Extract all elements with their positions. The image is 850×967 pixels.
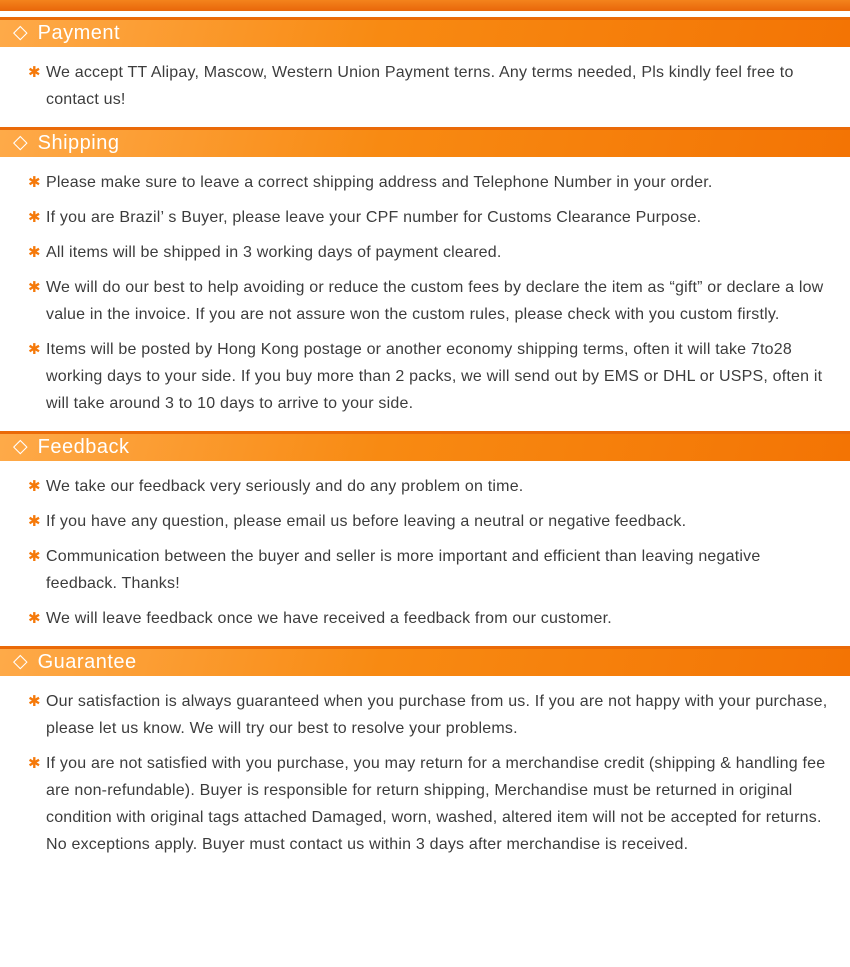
list-item-text: If you are not satisfied with you purchase, you may return for a merchandise credit (shipping & handling fee are non-refundable). Buyer is responsible for return shipping, Merchandise must be returned in original condition with original tags attached Damaged, worn, washed, altered item will not be accepted for returns. No exceptions apply. Buyer must contact us within 3 days after merchandise is received. xyxy=(46,755,826,853)
asterisk-icon: ✱ xyxy=(28,341,41,358)
list-item-text: We accept TT Alipay, Mascow, Western Union Payment terns. Any terms needed, Pls kindly feel free to contact us! xyxy=(46,64,794,108)
list-item xyxy=(28,274,832,328)
section-body-guarantee xyxy=(0,676,850,872)
list-item xyxy=(28,336,832,417)
list-item xyxy=(28,750,832,858)
list-item xyxy=(28,473,832,500)
asterisk-icon: ✱ xyxy=(28,548,41,565)
list-item xyxy=(28,543,832,597)
list-item-text: Items will be posted by Hong Kong postage or another economy shipping terms, often it will take 7to28 working days to your side. If you buy more than 2 packs, we will send out by EMS or DHL or USPS, often it will take around 3 to 10 days to arrive to your side. xyxy=(46,341,823,412)
list-item xyxy=(28,688,832,742)
asterisk-icon: ✱ xyxy=(28,244,41,261)
section-body-shipping xyxy=(0,157,850,431)
list-item-text: We take our feedback very seriously and do any problem on time. xyxy=(46,478,524,495)
section-title-guarantee: Guarantee xyxy=(37,651,137,673)
diamond-icon: ◇ xyxy=(13,651,28,672)
top-orange-strip xyxy=(0,0,850,11)
asterisk-icon: ✱ xyxy=(28,478,41,495)
list-item xyxy=(28,605,832,632)
section-title-payment: Payment xyxy=(37,22,121,44)
asterisk-icon: ✱ xyxy=(28,610,41,627)
section-header-shipping xyxy=(0,127,850,157)
asterisk-icon: ✱ xyxy=(28,64,41,81)
asterisk-icon: ✱ xyxy=(28,755,41,772)
asterisk-icon: ✱ xyxy=(28,209,41,226)
list-item xyxy=(28,204,832,231)
diamond-icon: ◇ xyxy=(13,436,28,457)
diamond-icon: ◇ xyxy=(13,22,28,43)
section-title-feedback: Feedback xyxy=(37,436,130,458)
section-body-feedback xyxy=(0,461,850,646)
section-header-guarantee xyxy=(0,646,850,676)
list-item-text: Our satisfaction is always guaranteed when you purchase from us. If you are not happy with your purchase, please let us know. We will try our best to resolve your problems. xyxy=(46,693,828,737)
asterisk-icon: ✱ xyxy=(28,174,41,191)
list-item-text: We will leave feedback once we have received a feedback from our customer. xyxy=(46,610,612,627)
list-item-text: We will do our best to help avoiding or reduce the custom fees by declare the item as “gift” or declare a low value in the invoice. If you are not assure won the custom rules, please check with you custom firstly. xyxy=(46,279,824,323)
list-item xyxy=(28,59,832,113)
list-item-text: All items will be shipped in 3 working days of payment cleared. xyxy=(46,244,502,261)
diamond-icon: ◇ xyxy=(13,132,28,153)
list-item xyxy=(28,508,832,535)
list-item-text: If you have any question, please email us before leaving a neutral or negative feedback. xyxy=(46,513,687,530)
asterisk-icon: ✱ xyxy=(28,513,41,530)
list-item-text: Communication between the buyer and seller is more important and efficient than leaving negative feedback. Thanks! xyxy=(46,548,761,592)
section-title-shipping: Shipping xyxy=(37,132,120,154)
section-header-feedback xyxy=(0,431,850,461)
list-item-text: Please make sure to leave a correct shipping address and Telephone Number in your order. xyxy=(46,174,713,191)
list-item xyxy=(28,169,832,196)
section-header-payment xyxy=(0,17,850,47)
asterisk-icon: ✱ xyxy=(28,279,41,296)
list-item-text: If you are Brazil’ s Buyer, please leave your CPF number for Customs Clearance Purpose. xyxy=(46,209,702,226)
section-body-payment xyxy=(0,47,850,127)
list-item xyxy=(28,239,832,266)
asterisk-icon: ✱ xyxy=(28,693,41,710)
